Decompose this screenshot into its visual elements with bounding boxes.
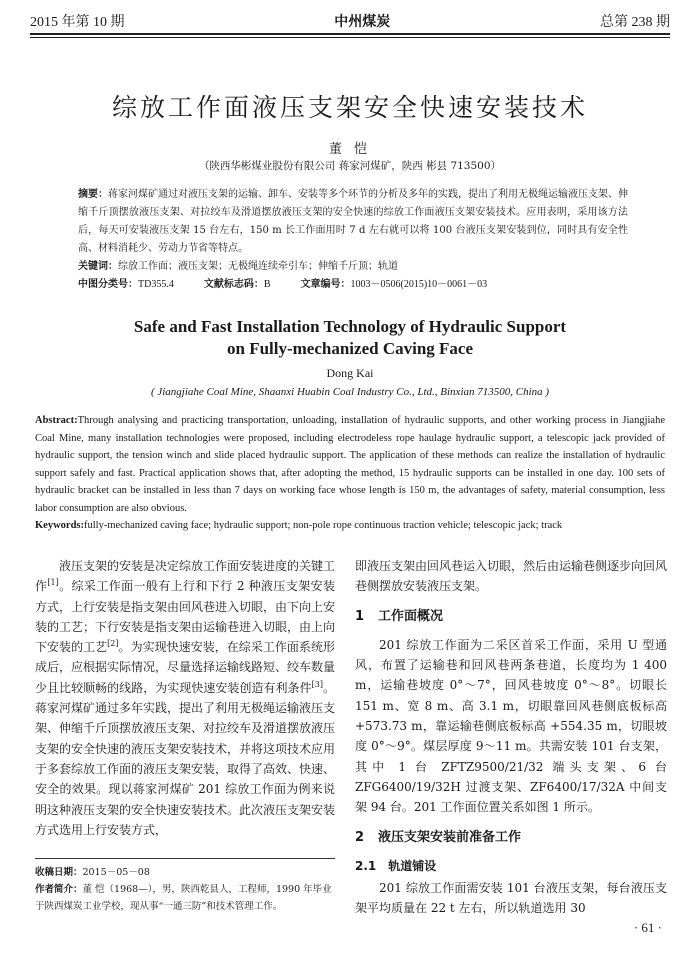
title-chinese: 综放工作面液压支架安全快速安装技术 (111, 93, 588, 122)
title-english (0, 316, 700, 360)
received-value: 2015－05－08 (82, 867, 150, 878)
section-2-number: 2 (355, 829, 365, 845)
abstract-en-text: Through analysing and practicing transportation, unloading, installation of hydraulic supports, and other working process in Jiangjiahe Coal Mine, many installation technologies were proposed, including electrodeless rope haulage hydraulic support, a telescopic jack provided of hydraulic support, the tension winch and slide placed hydraulic support. The application of these methods can realize the installation of hydraulic support safely and fast. Practical application shows that, after adopting the method, 15 hydraulic supports can be installed in one day. 100 sets of hydraulic bracket can be installed in less than 7 days on working face whose length is 150 m, the advantages of safety, material consumption, less labor consumption are also obvious. (35, 415, 665, 514)
article-number (301, 276, 488, 294)
subsection-2-1-paragraph: 201 综放工作面需安装 101 台液压支架，每台液压支架平均质量在 22 t 左右，所以轨道选用 30 (355, 881, 667, 916)
intro-continuation: 即液压支架由回风巷运入切眼，然后由运输巷侧逐步向回风巷侧摆放安装液压支架。 (355, 559, 668, 594)
abstract-text: 蒋家河煤矿通过对液压支架的运输、卸车、安装等多个环节的分析及多年的实践，提出了利用无极绳运输液压支架、伸缩千斤顶摆放液压支架、对拉绞车及滑道摆放液压支架的安全快速的综放工作面液压支架安装技术。应用表明，采用该方法后，每天可安装液压支架 15 台左右，150 m 长工作面用时 7 d 左右就可以将 100 台液压支架安装到位，同时具有安全性高、材料消耗少、劳动力节省等特点。 (78, 189, 628, 254)
bio-label: 作者简介： (35, 884, 83, 895)
keywords-label: 关键词： (78, 261, 118, 272)
classification-row (78, 276, 628, 294)
intro-paragraph (35, 556, 335, 840)
section-1-title: 工作面概况 (378, 608, 444, 624)
section-1-paragraph: 201 综放工作面为二采区首采工作面，采用 U 型通风，布置了运输巷和回风巷两条巷道，长度均为 1 400 m，运输巷坡度 0°～7°，回风巷坡度 0°～8°。切眼长 151 m、宽 8 m、高 3.1 m，切眼靠回风巷侧底板标高 +573.73 m，靠运输巷侧底板标高 +554.35 m，切眼坡度 0°～9°。煤层厚度 9～11 m。共需安装 101 台支架，其中 1 台 ZFTZ9500/21/32 端头支架、6 台 ZFG6400/19/32H 过渡支架、ZF6400/17/32A 中间支架 94 台。201 工作面位置关系如图 1 所示。 (355, 637, 667, 815)
section-2-title: 液压支架安装前准备工作 (378, 829, 522, 845)
issue-label: 2015 年第 10 期 (30, 15, 125, 30)
abstract-chinese-body (78, 186, 628, 258)
keywords-chinese (78, 258, 628, 276)
intro-text-4: 。蒋家河煤矿通过多年实践，提出了利用无极绳运输液压支架、伸缩千斤顶摆放液压支架、对拉绞车及滑道摆放液压支架的安全快速的液压支架安装技术，并将这项技术应用于多套综放工作面的液压支架安装，取得了高效、快速、安全的效果。现以蒋家河煤矿 201 综放工作面为例来说明这种液压支架的安全快速安装技术。此次液压支架安装方式选用上行安装方式， (35, 680, 336, 837)
header-rule-thin (30, 37, 670, 38)
doc-label: 文献标志码： (203, 279, 264, 290)
clc-value: TD355.4 (138, 279, 174, 290)
intro-text-1: 液压支架的安装是决定综放工作面安装进度的关键工作 (35, 559, 336, 594)
article-label: 文章编号： (300, 279, 351, 290)
citation-3: [3] (311, 679, 323, 689)
section-1-number: 1 (355, 608, 365, 624)
abstract-en-label: Abstract: (35, 415, 78, 426)
citation-2: [2] (107, 639, 119, 649)
affiliation-english: ( Jiangjiahe Coal Mine, Shaanxi Huabin Coal Industry Co., Ltd., Binxian 713500, China ) (150, 386, 550, 398)
author-bio (35, 881, 335, 915)
citation-1: [1] (47, 578, 59, 588)
title-english-line2: on Fully-mechanized Caving Face (226, 339, 473, 358)
keywords-en-text: fully-mechanized caving face; hydraulic support; non-pole rope continuous traction vehicle; telescopic jack; track (84, 520, 563, 531)
document-code (204, 276, 271, 294)
received-label: 收稿日期： (35, 867, 83, 878)
affiliation-chinese: （陕西华彬煤业股份有限公司 蒋家河煤矿，陕西 彬县 713500） (198, 160, 502, 172)
keywords-english (35, 517, 665, 535)
section-1-heading (355, 607, 667, 627)
clc-label: 中图分类号： (78, 279, 138, 290)
doc-value: B (263, 279, 271, 290)
intro-text-3: 。为实现快速安装，在综采工作面系统形成后，应根据实际情况，尽量选择运输线路短、绞车数量少且比较顺畅的线路，为实现快速安装创造有利条件 (35, 640, 336, 695)
running-header (30, 10, 670, 32)
section-2-heading (355, 828, 667, 848)
page-number: · 61 · (633, 920, 662, 935)
received-date (35, 864, 335, 881)
abstract-english (35, 412, 665, 535)
footnote (35, 864, 335, 915)
subsection-2-1-number: 2.1 (355, 858, 377, 873)
author-english: Dong Kai (326, 366, 374, 380)
subsection-2-1-title: 轨道铺设 (388, 858, 437, 873)
journal-name: 中州煤炭 (334, 14, 391, 30)
abstract-label: 摘要： (78, 189, 108, 200)
total-issue-label: 总第 238 期 (600, 15, 670, 30)
keywords-text: 综放工作面；液压支架；无极绳连续牵引车；伸缩千斤顶；轨道 (118, 261, 398, 272)
footnote-rule (35, 858, 335, 859)
header-rule-thick (30, 33, 670, 35)
abstract-chinese (78, 186, 628, 294)
clc-code (78, 276, 174, 294)
body-right-column (355, 556, 667, 919)
author-chinese: 董 恺 (328, 142, 372, 157)
abstract-english-body (35, 412, 665, 517)
subsection-2-1-heading (355, 856, 667, 876)
intro-text-2: 。综采工作面一般有上行和下行 2 种液压支架安装方式，上行安装是指支架由回风巷进入切眼，由下向上安装的工艺；下行安装是指支架由运输巷进入切眼，由上向下安装的工艺 (35, 579, 336, 655)
article-value: 1003－0506(2015)10－0061－03 (350, 279, 488, 290)
keywords-en-label: Keywords: (35, 520, 84, 531)
body-left-column (35, 556, 335, 840)
title-english-line1: Safe and Fast Installation Technology of Hydraulic Support (133, 317, 567, 336)
bio-text: 董 恺（1968—），男，陕西乾县人，工程师，1990 年毕业于陕西煤炭工业学校，现从事“一通三防”和技术管理工作。 (35, 884, 332, 912)
